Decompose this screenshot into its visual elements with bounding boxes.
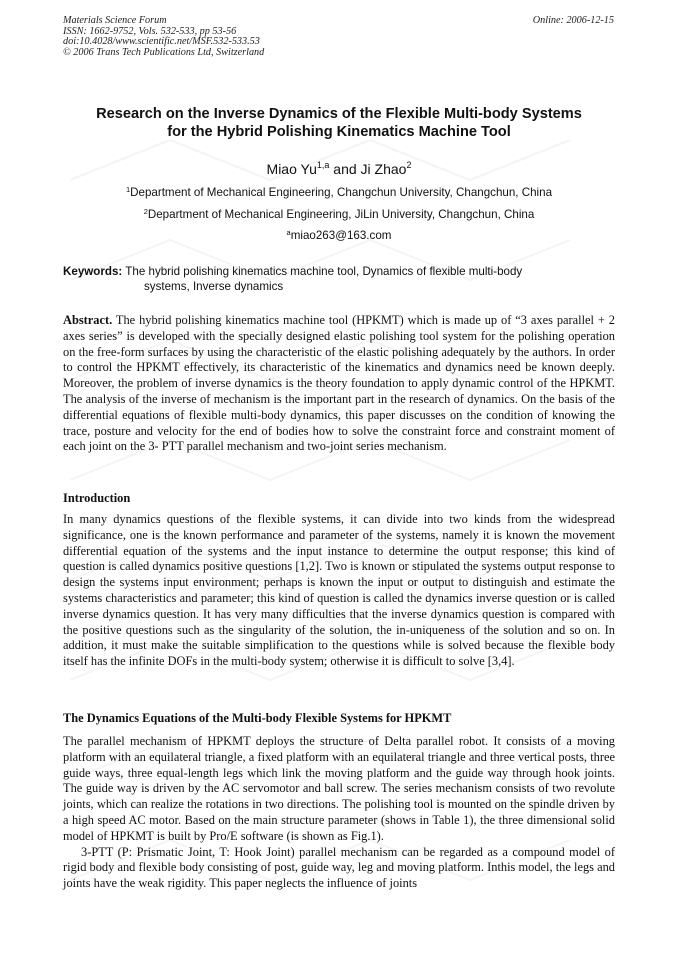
author-line bbox=[63, 160, 615, 178]
keywords-block bbox=[63, 265, 615, 294]
section2-body bbox=[63, 734, 615, 892]
affiliation-1-sup: 1 bbox=[125, 185, 131, 194]
title-line-1: Research on the Inverse Dynamics of the Flexible Multi-body Systems bbox=[96, 106, 582, 122]
issn-line: ISSN: 1662-9752, Vols. 532-533, pp 53-56 bbox=[63, 25, 237, 37]
abstract-block bbox=[63, 313, 615, 455]
journal-header bbox=[63, 16, 264, 58]
online-date: Online: 2006-12-15 bbox=[532, 15, 614, 26]
affiliation-email bbox=[63, 229, 615, 243]
introduction-heading: Introduction bbox=[63, 491, 131, 505]
affiliation-2-text: Department of Mechanical Engineering, JiLin University, Changchun, China bbox=[147, 208, 535, 221]
affiliation-1 bbox=[63, 186, 615, 200]
section2-para-2: 3-PTT (P: Prismatic Joint, T: Hook Joint) parallel mechanism can be regarded as a compound model of rigid body and flexible body consisting of post, guide way, leg and moving platform. Inthis model, the legs and joints have the weak rigidity. This paper neglects the influence of joints bbox=[63, 844, 615, 891]
abstract-text: The hybrid polishing kinematics machine tool (HPKMT) which is made up of “3 axes parallel + 2 axes series” is developed with the specially designed elastic polishing tool system for the polishing operation on the free-form surfaces by using the characteristic of the elastic polishing adequately by the authors. In order to control the HPKMT effectively, its characteristic of the kinematics and dynamics need be known deeply. Moreover, the problem of inverse dynamics is the theory foundation to apply dynamic control of the HPKMT. The analysis of the inverse of mechanism is the important part in the research of dynamics. On the basis of the differential equations of flexible multi-body dynamics, this paper discusses on the condition of knowing the trace, posture and velocity for the end of bodies how to solve the constraint force and constraint moment of each joint on the 3- PTT parallel mechanism and two-joint series mechanism. bbox=[63, 313, 615, 454]
author-1: Miao Yu bbox=[266, 161, 317, 177]
introduction-text: In many dynamics questions of the flexible systems, it can divide into two kinds from the widespread significance, one is the known performance and parameter of the systems, namely it is known the movement differential equation of the systems and the input instance to determine the output response; this kind of question is called dynamics positive questions [1,2]. Two is known or stipulated the systems output response to design the systems input environment; perhaps is known the input or output to distinguish and estimate the systems characteristics and parameter; this kind of question is called the dynamics inverse question or is called inverse dynamics question. It has very many difficulties that the inverse dynamics question is compared with the positive questions such as the singularity of the solution, the in-uniqueness of the solution and so on. In addition, it must make the suitable simplification to the questions while is solved because the flexible body itself has the infinite DOFs in the multi-body system; otherwise it is difficult to solve [3,4]. bbox=[63, 512, 615, 669]
affiliation-2-sup: 2 bbox=[143, 207, 148, 216]
author-1-sup: 1,a bbox=[316, 160, 330, 170]
journal-name: Materials Science Forum bbox=[63, 15, 167, 26]
section2-heading: The Dynamics Equations of the Multi-body Flexible Systems for HPKMT bbox=[63, 711, 452, 725]
keywords-line-2: systems, Inverse dynamics bbox=[144, 279, 284, 293]
email-text[interactable]: miao263@163.com bbox=[290, 229, 392, 242]
email-sup: a bbox=[286, 228, 291, 237]
copyright-line: © 2006 Trans Tech Publications Ltd, Switzerland bbox=[63, 46, 265, 58]
affiliation-1-text: Department of Mechanical Engineering, Changchun University, Changchun, China bbox=[130, 186, 553, 199]
keywords-line-1: The hybrid polishing kinematics machine tool, Dynamics of flexible multi-body bbox=[122, 265, 523, 278]
section2-para-1: The parallel mechanism of HPKMT deploys the structure of Delta parallel robot. It consists of a moving platform with an equilateral triangle, a fixed platform with an equilateral triangle and three vertical posts, three guide ways, three equal-length legs which link the moving platform and the guide way through hook joints. The guide way is driven by the AC servomotor and ball screw. The series mechanism consists of two revolute joints, which can realize the rotations in two directions. The polishing tool is mounted on the spindle driven by a high speed AC motor. Based on the main structure parameter (shows in Table 1), the three dimensional solid model of HPKMT is built by Pro/E software (is shown as Fig.1). bbox=[63, 734, 615, 843]
keywords-label: Keywords: bbox=[63, 265, 123, 278]
title-line-2: for the Hybrid Polishing Kinematics Machine Tool bbox=[167, 124, 511, 140]
paper-title bbox=[63, 105, 615, 141]
author-and: and bbox=[329, 161, 361, 177]
abstract-label: Abstract. bbox=[63, 313, 113, 327]
author-2: Ji Zhao bbox=[360, 161, 407, 177]
introduction-body bbox=[63, 512, 615, 670]
affiliation-2 bbox=[63, 208, 615, 222]
doi-line[interactable]: doi:10.4028/www.scientific.net/MSF.532-533.53 bbox=[63, 36, 260, 48]
author-2-sup: 2 bbox=[406, 160, 412, 170]
